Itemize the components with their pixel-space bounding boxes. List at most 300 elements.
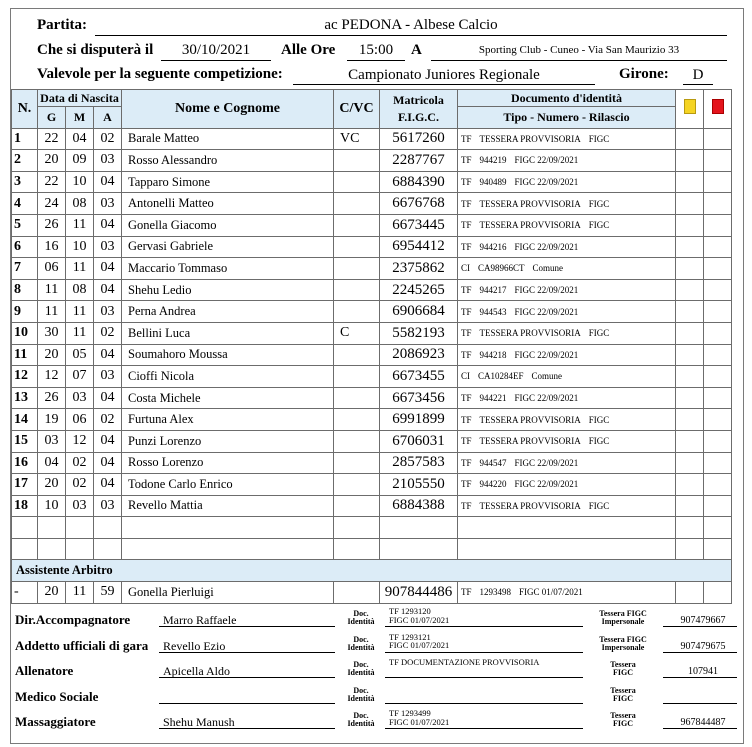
matricola: 2857583 — [380, 452, 458, 474]
matricola: 6673445 — [380, 214, 458, 236]
birth-year: 04 — [94, 171, 122, 193]
birth-day: 11 — [38, 301, 66, 323]
player-row — [12, 236, 732, 258]
document-part: TF — [461, 285, 472, 296]
document-part: TF — [461, 479, 472, 490]
a-label: A — [411, 42, 422, 58]
staff-row — [11, 708, 743, 734]
document-part: FIGC — [588, 414, 610, 425]
staff-tessera-label — [585, 661, 661, 677]
red-card-cell — [704, 322, 732, 344]
yellow-card-cell — [676, 344, 704, 366]
birth-day: 22 — [38, 171, 66, 193]
document-part: Comune — [532, 263, 564, 274]
birth-year: 04 — [94, 279, 122, 301]
staff-tessera-line — [663, 677, 737, 678]
match-roster-sheet — [10, 8, 744, 744]
birth-month: 10 — [66, 236, 94, 258]
document-cell — [458, 193, 676, 215]
empty-cell — [676, 538, 704, 560]
document-part: CI — [461, 263, 470, 274]
document-cell — [458, 150, 676, 172]
player-row — [12, 344, 732, 366]
staff-doc-line — [385, 677, 583, 678]
staff-doc-label — [341, 687, 381, 703]
player-row — [12, 150, 732, 172]
match-date: 30/10/2021 — [181, 42, 251, 58]
staff-tessera-line — [663, 728, 737, 729]
birth-day: 20 — [38, 150, 66, 172]
player-name: Todone Carlo Enrico — [122, 474, 334, 496]
player-row — [12, 409, 732, 431]
assistant-cvc — [334, 582, 380, 604]
player-number: 14 — [12, 409, 38, 431]
document-cell — [458, 452, 676, 474]
birth-day: 26 — [38, 387, 66, 409]
birth-year: 03 — [94, 495, 122, 517]
yellow-card-cell — [676, 150, 704, 172]
captain-mark — [334, 279, 380, 301]
staff-tessera-value: 907479667 — [680, 615, 726, 626]
captain-mark — [334, 150, 380, 172]
empty-cell — [38, 517, 66, 539]
birth-month: 11 — [66, 214, 94, 236]
player-row — [12, 171, 732, 193]
matricola: 6673455 — [380, 366, 458, 388]
player-row — [12, 366, 732, 388]
col-nome: Nome e Cognome — [122, 90, 334, 129]
matricola: 6673456 — [380, 387, 458, 409]
document-cell — [458, 495, 676, 517]
yellow-card-cell — [676, 387, 704, 409]
red-card-cell — [704, 301, 732, 323]
player-name: Antonelli Matteo — [122, 193, 334, 215]
birth-month: 08 — [66, 279, 94, 301]
matricola: 2105550 — [380, 474, 458, 496]
tessera-label-line-2: FIGC — [613, 668, 633, 677]
document-part: TF — [461, 587, 472, 598]
assistant-section-label: Assistente Arbitro — [12, 560, 732, 582]
disputera-label: Che si disputerà il — [37, 42, 154, 58]
col-documento: Documento d'identità — [458, 90, 676, 107]
birth-year: 04 — [94, 387, 122, 409]
doc-label-line-1: Doc. — [353, 660, 369, 669]
tessera-label-line-1: Tessera FIGC — [599, 609, 647, 618]
document-part: FIGC — [588, 436, 610, 447]
yellow-card-cell — [676, 301, 704, 323]
birth-day: 12 — [38, 366, 66, 388]
red-card-cell — [704, 193, 732, 215]
document-part: TF — [461, 414, 472, 425]
document-cell — [458, 409, 676, 431]
competition-label: Valevole per la seguente competizione: — [37, 66, 283, 82]
staff-row — [11, 683, 743, 709]
staff-row — [11, 632, 743, 658]
player-name: Barale Matteo — [122, 128, 334, 150]
doc-label-line-1: Doc. — [353, 685, 369, 695]
player-name: Costa Michele — [122, 387, 334, 409]
staff-doc-line — [385, 652, 583, 653]
captain-mark — [334, 409, 380, 431]
empty-cell — [94, 538, 122, 560]
yellow-card-cell — [676, 258, 704, 280]
empty-cell — [704, 517, 732, 539]
tessera-label-line-1: Tessera — [610, 711, 636, 720]
document-part: TF — [461, 349, 472, 360]
doc-label-line-2: Identità — [347, 719, 375, 728]
document-part: FIGC 22/09/2021 — [514, 457, 579, 468]
document-cell — [458, 430, 676, 452]
player-number: 11 — [12, 344, 38, 366]
empty-row — [12, 517, 732, 539]
tessera-label-line-2: Impersonale — [601, 617, 645, 626]
red-card-cell — [704, 236, 732, 258]
doc-label-line-1: Doc. — [353, 634, 369, 644]
col-yellow — [676, 90, 704, 129]
red-card-cell — [704, 582, 732, 604]
staff-doc-line — [385, 626, 583, 627]
birth-year: 04 — [94, 452, 122, 474]
staff-role-label: Medico Sociale — [15, 688, 99, 704]
document-part: 944547 — [479, 457, 507, 468]
document-part: CA10284EF — [478, 371, 524, 382]
player-name: Rosso Alessandro — [122, 150, 334, 172]
player-number: 13 — [12, 387, 38, 409]
player-name: Soumahoro Moussa — [122, 344, 334, 366]
document-part: 944217 — [479, 285, 507, 296]
birth-day: 16 — [38, 236, 66, 258]
empty-cell — [458, 517, 676, 539]
document-part: CA98966CT — [478, 263, 525, 274]
yellow-card-cell — [676, 236, 704, 258]
staff-name: Shehu Manush — [163, 715, 235, 729]
captain-mark — [334, 193, 380, 215]
player-number: 7 — [12, 258, 38, 280]
player-row — [12, 495, 732, 517]
birth-month: 11 — [66, 301, 94, 323]
document-part: FIGC 22/09/2021 — [514, 241, 579, 252]
red-card-cell — [704, 366, 732, 388]
birth-month: 02 — [66, 452, 94, 474]
player-number: 1 — [12, 128, 38, 150]
girone-value: D — [692, 67, 704, 83]
yellow-card-cell — [676, 582, 704, 604]
ore-label: Alle Ore — [281, 42, 336, 58]
staff-tessera-label — [585, 687, 661, 703]
red-card-cell — [704, 258, 732, 280]
yellow-card-cell — [676, 214, 704, 236]
player-name: Furtuna Alex — [122, 409, 334, 431]
document-part: TF — [461, 241, 472, 252]
yellow-card-cell — [676, 474, 704, 496]
document-cell — [458, 582, 676, 604]
assistant-birth-month: 11 — [66, 582, 94, 604]
player-number: 5 — [12, 214, 38, 236]
col-data-nascita: Data di Nascita — [38, 90, 122, 107]
captain-mark — [334, 258, 380, 280]
player-row — [12, 193, 732, 215]
birth-day: 26 — [38, 214, 66, 236]
empty-cell — [66, 538, 94, 560]
empty-cell — [122, 538, 334, 560]
document-part: 944220 — [479, 479, 507, 490]
captain-mark — [334, 301, 380, 323]
staff-doc-label — [341, 636, 381, 652]
document-part: TF — [461, 177, 472, 188]
birth-year: 02 — [94, 322, 122, 344]
empty-cell — [66, 517, 94, 539]
match-time: 15:00 — [358, 42, 394, 58]
document-part: TESSERA PROVVISORIA — [479, 328, 581, 339]
red-card-icon — [712, 99, 724, 114]
empty-cell — [380, 538, 458, 560]
birth-day: 24 — [38, 193, 66, 215]
document-part: FIGC — [588, 220, 610, 231]
staff-role-label: Dir.Accompagnatore — [15, 612, 131, 627]
birth-day: 20 — [38, 344, 66, 366]
document-part: TF — [461, 133, 472, 144]
player-row — [12, 474, 732, 496]
staff-doc-label — [341, 712, 381, 728]
red-card-cell — [704, 128, 732, 150]
document-part: TESSERA PROVVISORIA — [479, 414, 581, 425]
document-cell — [458, 366, 676, 388]
tessera-label-line-1: Tessera — [610, 685, 636, 695]
doc-value-line-2: FIGC 01/07/2021 — [389, 640, 450, 650]
player-row — [12, 301, 732, 323]
birth-year: 03 — [94, 193, 122, 215]
matricola: 5617260 — [380, 128, 458, 150]
doc-value-line-2: FIGC 01/07/2021 — [389, 614, 450, 625]
staff-role-label: Addetto ufficiali di gara — [15, 637, 149, 653]
matricola: 6884390 — [380, 171, 458, 193]
document-part: 944543 — [479, 306, 507, 317]
col-figc-label: F.I.G.C. — [398, 109, 439, 124]
doc-value-line-1: TF 1293120 — [389, 606, 431, 616]
doc-value-line-1: TF 1293499 — [389, 708, 431, 718]
birth-month: 11 — [66, 258, 94, 280]
player-number: 17 — [12, 474, 38, 496]
birth-year: 03 — [94, 150, 122, 172]
empty-row — [12, 538, 732, 560]
empty-cell — [334, 517, 380, 539]
birth-month: 08 — [66, 193, 94, 215]
yellow-card-cell — [676, 366, 704, 388]
col-matricola — [380, 90, 458, 129]
birth-month: 11 — [66, 322, 94, 344]
staff-tessera-value: 107941 — [688, 666, 718, 677]
document-part: 940489 — [479, 177, 507, 188]
staff-tessera-value: 967844487 — [680, 717, 726, 728]
birth-year: 02 — [94, 128, 122, 150]
staff-row — [11, 606, 743, 632]
matricola: 2375862 — [380, 258, 458, 280]
player-row — [12, 452, 732, 474]
matricola: 6706031 — [380, 430, 458, 452]
player-row — [12, 214, 732, 236]
player-name: Gervasi Gabriele — [122, 236, 334, 258]
player-number: 15 — [12, 430, 38, 452]
col-m: M — [66, 107, 94, 129]
captain-mark: C — [334, 322, 380, 344]
staff-name: Revello Ezio — [163, 638, 226, 653]
document-cell — [458, 236, 676, 258]
player-name: Rosso Lorenzo — [122, 452, 334, 474]
birth-month: 03 — [66, 495, 94, 517]
document-part: FIGC 01/07/2021 — [519, 587, 583, 598]
staff-tessera-line — [663, 652, 737, 653]
document-cell — [458, 214, 676, 236]
document-part: FIGC 22/09/2021 — [514, 349, 579, 360]
document-part: FIGC — [588, 198, 610, 209]
player-name: Shehu Ledio — [122, 279, 334, 301]
tessera-label-line-1: Tessera FIGC — [599, 634, 647, 644]
birth-day: 22 — [38, 128, 66, 150]
col-tipo: Tipo - Numero - Rilascio — [458, 107, 676, 129]
empty-cell — [334, 538, 380, 560]
document-part: TF — [461, 500, 472, 511]
yellow-card-cell — [676, 279, 704, 301]
birth-month: 05 — [66, 344, 94, 366]
yellow-card-cell — [676, 322, 704, 344]
captain-mark — [334, 236, 380, 258]
empty-cell — [38, 538, 66, 560]
birth-year: 04 — [94, 214, 122, 236]
staff-doc-value — [389, 658, 539, 667]
staff-doc-label — [341, 661, 381, 677]
doc-value-line-1: TF DOCUMENTAZIONE PROVVISORIA — [389, 657, 540, 667]
empty-cell — [380, 517, 458, 539]
matricola: 6954412 — [380, 236, 458, 258]
document-part: TF — [461, 436, 472, 447]
matricola: 2245265 — [380, 279, 458, 301]
matricola: 2287767 — [380, 150, 458, 172]
birth-year: 02 — [94, 409, 122, 431]
staff-doc-value — [389, 633, 449, 650]
assistant-section-row — [12, 560, 732, 582]
col-cvc: C/VC — [334, 90, 380, 129]
staff-doc-line — [385, 703, 583, 704]
document-cell — [458, 322, 676, 344]
document-part: FIGC 22/09/2021 — [514, 393, 579, 404]
player-number: 18 — [12, 495, 38, 517]
player-name: Maccario Tommaso — [122, 258, 334, 280]
assistant-number: - — [12, 582, 38, 604]
player-number: 6 — [12, 236, 38, 258]
assistant-birth-day: 20 — [38, 582, 66, 604]
player-name: Bellini Luca — [122, 322, 334, 344]
document-part: FIGC — [588, 133, 610, 144]
document-part: TF — [461, 198, 472, 209]
birth-year: 03 — [94, 236, 122, 258]
player-number: 3 — [12, 171, 38, 193]
document-cell — [458, 279, 676, 301]
staff-name-line — [159, 703, 335, 704]
player-number: 2 — [12, 150, 38, 172]
assistant-name: Gonella Pierluigi — [122, 582, 334, 604]
empty-cell — [12, 538, 38, 560]
col-a: A — [94, 107, 122, 129]
captain-mark — [334, 495, 380, 517]
document-part: TESSERA PROVVISORIA — [479, 436, 581, 447]
staff-role-label: Massaggiatore — [15, 714, 96, 729]
birth-month: 06 — [66, 409, 94, 431]
staff-name-line — [159, 677, 335, 678]
document-part: TF — [461, 457, 472, 468]
doc-value-line-1: TF 1293121 — [389, 631, 431, 642]
player-number: 8 — [12, 279, 38, 301]
competition-value: Campionato Juniores Regionale — [348, 67, 540, 83]
player-name: Cioffi Nicola — [122, 366, 334, 388]
birth-day: 03 — [38, 430, 66, 452]
red-card-cell — [704, 495, 732, 517]
document-part: TF — [461, 328, 472, 339]
document-part: 944219 — [479, 155, 507, 166]
document-part: TESSERA PROVVISORIA — [479, 133, 581, 144]
player-number: 16 — [12, 452, 38, 474]
yellow-card-cell — [676, 193, 704, 215]
yellow-card-cell — [676, 171, 704, 193]
doc-label-line-2: Identità — [347, 693, 375, 703]
document-part: Comune — [531, 371, 563, 382]
partita-value: ac PEDONA - Albese Calcio — [324, 17, 498, 33]
staff-tessera-label — [585, 712, 661, 728]
document-part: 944218 — [479, 349, 507, 360]
document-part: FIGC 22/09/2021 — [514, 285, 579, 296]
staff-doc-label — [341, 610, 381, 626]
staff-doc-value — [389, 607, 449, 624]
document-part: TF — [461, 220, 472, 231]
birth-day: 06 — [38, 258, 66, 280]
assistant-row — [12, 582, 732, 604]
red-card-cell — [704, 430, 732, 452]
birth-day: 10 — [38, 495, 66, 517]
player-name: Tapparo Simone — [122, 171, 334, 193]
birth-year: 04 — [94, 430, 122, 452]
doc-label-line-2: Identità — [347, 668, 375, 677]
yellow-card-cell — [676, 409, 704, 431]
staff-doc-value — [389, 709, 449, 726]
document-part: TF — [461, 393, 472, 404]
staff-tessera-line — [663, 703, 737, 704]
birth-month: 04 — [66, 128, 94, 150]
document-part: FIGC 22/09/2021 — [514, 177, 579, 188]
document-part: 944221 — [479, 393, 507, 404]
yellow-card-cell — [676, 495, 704, 517]
doc-label-line-2: Identità — [347, 617, 375, 626]
col-matricola-label: Matricola — [393, 92, 444, 107]
player-row — [12, 322, 732, 344]
girone-label: Girone: — [619, 66, 669, 82]
red-card-cell — [704, 150, 732, 172]
doc-label-line-2: Identità — [347, 642, 375, 652]
staff-doc-line — [385, 728, 583, 729]
matricola: 6676768 — [380, 193, 458, 215]
tessera-label-line-2: FIGC — [613, 719, 633, 728]
birth-day: 11 — [38, 279, 66, 301]
birth-month: 03 — [66, 387, 94, 409]
birth-month: 02 — [66, 474, 94, 496]
document-part: TF — [461, 306, 472, 317]
birth-day: 30 — [38, 322, 66, 344]
player-row — [12, 279, 732, 301]
yellow-card-cell — [676, 430, 704, 452]
captain-mark — [334, 474, 380, 496]
red-card-cell — [704, 474, 732, 496]
document-cell — [458, 128, 676, 150]
red-card-cell — [704, 279, 732, 301]
document-cell — [458, 344, 676, 366]
